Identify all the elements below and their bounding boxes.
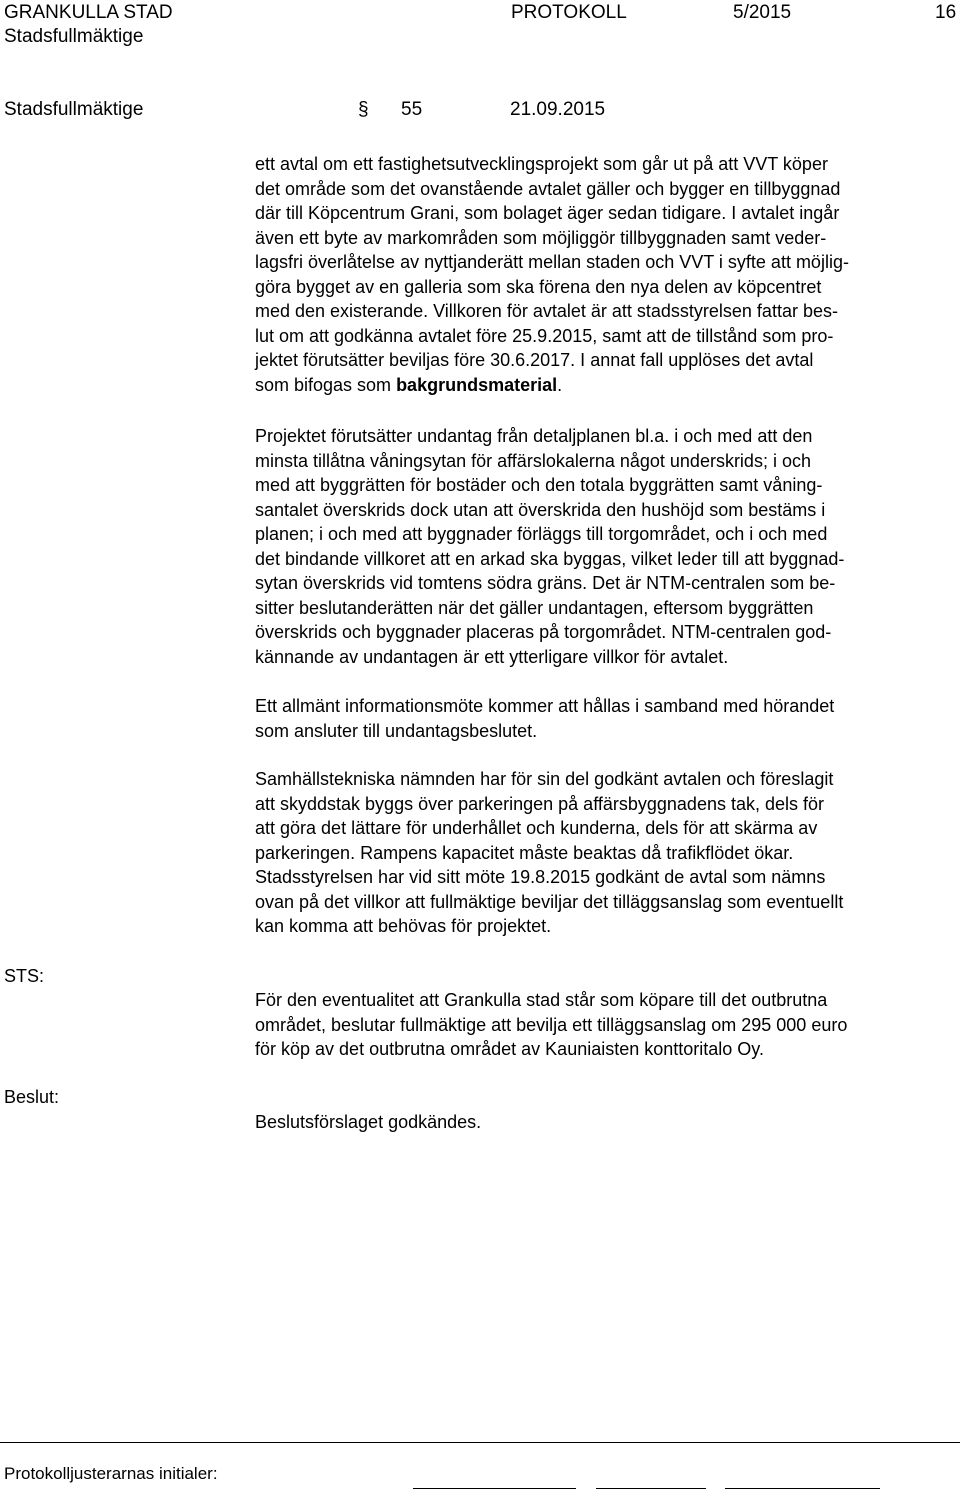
doc-type: PROTOKOLL xyxy=(511,2,627,23)
text-line: ett avtal om ett fastighetsutvecklingsprojekt som går ut på att VVT köper xyxy=(255,154,828,174)
initials-line-1 xyxy=(413,1488,576,1489)
text-line: minsta tillåtna våningsytan för affärslokalerna något underskrids; i och xyxy=(255,450,811,471)
page-number: 16 xyxy=(935,2,957,23)
text-line: parkeringen. Rampens kapacitet måste beaktas då trafikflödet ökar. xyxy=(255,842,794,863)
sts-proposal xyxy=(255,988,955,1062)
text-line: lut om att godkänna avtalet före 25.9.2015, samt att de tillstånd som pro- xyxy=(255,325,834,346)
footer-divider xyxy=(0,1442,960,1443)
beslut-text: Beslutsförslaget godkändes. xyxy=(255,1112,482,1132)
initials-line-2 xyxy=(596,1488,706,1489)
text-line: som ansluter till undantagsbeslutet. xyxy=(255,720,538,741)
initials-line-3 xyxy=(725,1488,880,1489)
text-line: Projektet förutsätter undantag från detaljplanen bl.a. i och med att den xyxy=(255,426,813,446)
org-name: GRANKULLA STAD xyxy=(4,2,173,23)
text-line: sytan överskrids vid tomtens södra gräns. Det är NTM-centralen som be- xyxy=(255,573,836,593)
paragraph-technical-board xyxy=(255,767,955,939)
text-line: ovan på det villkor att fullmäktige beviljar det tilläggsanslag som eventuellt xyxy=(255,891,844,912)
meeting-date: 21.09.2015 xyxy=(510,99,606,120)
text-line: det bindande villkoret att en arkad ska byggas, vilket leder till att byggnad- xyxy=(255,548,845,569)
text-line: Ett allmänt informationsmöte kommer att hållas i samband med hörandet xyxy=(255,696,835,716)
text-line: kännande av undantagen är ett ytterligare villkor för avtalet. xyxy=(255,646,729,667)
text-line: planen; i och med att byggnader förläggs till torgområdet, och i och med xyxy=(255,524,828,544)
text-line: med den existerande. Villkoren för avtalet är att stadsstyrelsen fattar bes- xyxy=(255,301,838,321)
sts-label: STS: xyxy=(4,966,45,986)
text-line: med att byggrätten för bostäder och den totala byggrätten samt våning- xyxy=(255,475,823,495)
meeting-body: Stadsfullmäktige xyxy=(4,99,144,120)
paragraph-info-meeting xyxy=(255,694,955,743)
text-line: santalet överskrids dock utan att överskrida den hushöjd som bestäms i xyxy=(255,499,826,520)
initials-label: Protokolljusterarnas initialer: xyxy=(4,1464,218,1483)
text-line: att göra det lättare för underhållet och kunderna, dels för att skärma av xyxy=(255,818,818,838)
text-line: där till Köpcentrum Grani, som bolaget äger sedan tidigare. I avtalet ingår xyxy=(255,203,840,223)
text-line: även ett byte av markområden som möjliggör tillbyggnaden samt veder- xyxy=(255,227,827,248)
doc-number: 5/2015 xyxy=(733,2,792,23)
text-line: för köp av det outbrutna området av Kauniaisten konttoritalo Oy. xyxy=(255,1039,764,1059)
text-line: lagsfri överlåtelse av nyttjanderätt mellan staden och VVT i syfte att möjlig- xyxy=(255,252,849,272)
text-line: att skyddstak byggs över parkeringen på affärsbyggnadens tak, dels för xyxy=(255,793,825,814)
text-line: jektet förutsätter beviljas före 30.6.2017. I annat fall upplöses det avtal xyxy=(255,350,814,370)
text-line: området, beslutar fullmäktige att bevilja ett tilläggsanslag om 295 000 euro xyxy=(255,1014,848,1035)
text-line: För den eventualitet att Grankulla stad står som köpare till det outbrutna xyxy=(255,990,828,1010)
text-line-last xyxy=(255,373,955,398)
text-line: Stadsstyrelsen har vid sitt möte 19.8.2015 godkänt de avtal som nämns xyxy=(255,867,826,887)
section-symbol: § xyxy=(358,99,369,120)
text-line: det område som det ovanstående avtalet gäller och bygger en tillbyggnad xyxy=(255,178,841,199)
org-subtitle: Stadsfullmäktige xyxy=(4,26,144,47)
beslut-label: Beslut: xyxy=(4,1087,60,1107)
bakgrundsmaterial-reference: bakgrundsmaterial xyxy=(396,374,558,395)
text-line: överskrids och byggnader placeras på torgområdet. NTM-centralen god- xyxy=(255,622,832,642)
text-suffix: . xyxy=(557,374,563,395)
text-line: Samhällstekniska nämnden har för sin del godkänt avtalen och föreslagit xyxy=(255,769,834,789)
paragraph-agreement xyxy=(255,152,955,397)
section-number: 55 xyxy=(401,99,423,120)
text-line: sitter beslutanderätten när det gäller undantagen, eftersom byggrätten xyxy=(255,597,814,618)
text-line: göra bygget av en galleria som ska förena den nya delen av köpcentret xyxy=(255,276,822,297)
paragraph-zoning-exceptions xyxy=(255,424,955,669)
text-line: kan komma att behövas för projektet. xyxy=(255,916,552,936)
text-prefix: som bifogas som xyxy=(255,374,397,395)
